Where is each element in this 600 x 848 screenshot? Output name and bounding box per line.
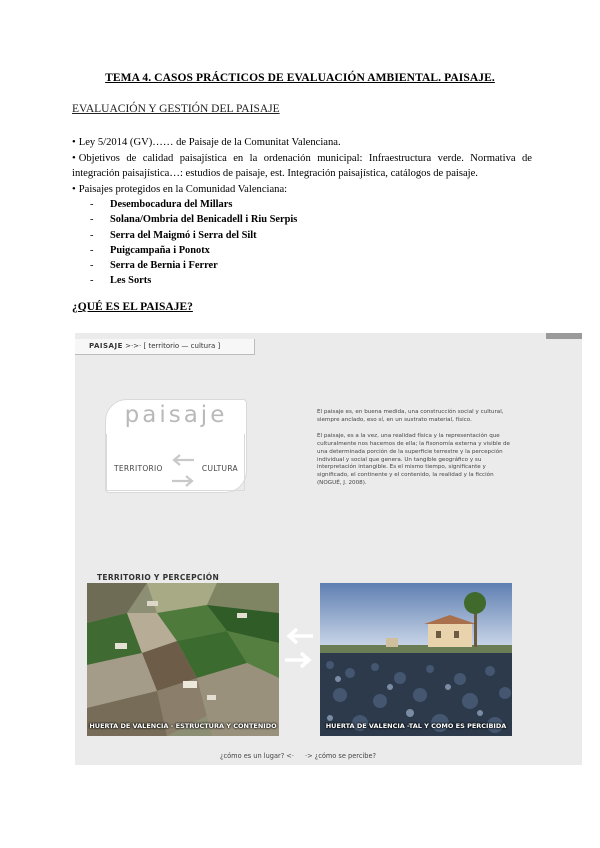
concept-territorio: TERRITORIO — [114, 464, 163, 473]
protected-landscapes-list — [72, 197, 532, 289]
bullet-icon: • — [72, 137, 76, 148]
photos-label: TERRITORIO Y PERCEPCIÓN — [97, 573, 220, 582]
list-item: - Serra del Maigmó i Serra del Silt — [90, 228, 532, 243]
list-item: - Solana/Ombria del Benicadell i Riu Serpis — [90, 212, 532, 227]
list-item: - Desembocadura del Millars — [90, 197, 532, 212]
bullet-objectives — [72, 151, 532, 182]
bullet-icon: • — [72, 183, 76, 195]
figure-tab — [75, 339, 255, 355]
bidirectional-arrows-icon — [170, 454, 196, 488]
figure-paragraph: El paisaje, es a la vez, una realidad física y la representación que culturalmente nos hacemos de ella; la fisonomía externa y visible de una determinada porción de la superficie terrestre y la percepción individual y social que genera. Un tangible geográfico y su interpretación intangible. Es el mismo tiempo, significante y significado, el continente y el contenido, la realidad y la ficción (NOGUÉ, J. 2008). — [317, 432, 510, 487]
bullet-text: Ley 5/2014 (GV)…… de Paisaje de la Comunitat Valenciana. — [78, 137, 341, 148]
list-item: - Puigcampaña i Ponotx — [90, 243, 532, 258]
figure-tab-strong: PAISAJE — [89, 342, 123, 350]
concept-word: paisaje — [124, 402, 228, 428]
section-heading: EVALUACIÓN Y GESTIÓN DEL PAISAJE — [72, 103, 280, 115]
concept-diagram — [105, 399, 247, 493]
photo-huerta-perceived — [320, 583, 512, 736]
figure-tab-rest: >·>· [ territorio — cultura ] — [122, 342, 221, 350]
bullet-protected — [72, 182, 532, 198]
bullet-list — [72, 135, 532, 289]
landscape-figure — [75, 333, 582, 765]
photo-right-caption: HUERTA DE VALENCIA -TAL Y COMO ES PERCIBIDA — [325, 722, 507, 730]
figure-paragraph: El paisaje es, en buena medida, una construcción social y cultural, siempre anclado, eso sí, en un sustrato material, físico. — [317, 409, 504, 423]
document-title: TEMA 4. CASOS PRÁCTICOS DE EVALUACIÓN AMBIENTAL. PAISAJE. — [105, 72, 495, 84]
figure-description — [317, 409, 513, 496]
concept-cultura: CULTURA — [201, 464, 238, 473]
photo-left-caption: HUERTA DE VALENCIA - ESTRUCTURA Y CONTENIDO — [89, 722, 277, 730]
bullet-icon: • — [72, 152, 76, 164]
farmhouse-fields-image — [320, 583, 512, 736]
figure-corner-bar — [546, 333, 582, 339]
photo-huerta-aerial — [87, 583, 279, 736]
question-how-perceived: ·> ¿cómo se percibe? — [305, 752, 377, 760]
bullet-text: Paisajes protegidos en la Comunidad Valenciana: — [78, 183, 288, 195]
question-how-is-place: ¿cómo es un lugar? <· — [220, 752, 294, 760]
list-item: - Les Sorts — [90, 273, 532, 288]
bullet-law — [72, 135, 532, 151]
bullet-text: Objetivos de calidad paisajística en la ordenación municipal: Infraestructura verde. Normativa de integración paisajística…: estudios de paisaje, est. Integración paisajística, catálogos de paisaje. — [72, 152, 532, 179]
question-heading: ¿QUÉ ES EL PAISAJE? — [72, 301, 193, 313]
aerial-fields-image — [87, 583, 279, 736]
bidirectional-arrows-icon — [283, 628, 315, 670]
list-item: - Serra de Bernia i Ferrer — [90, 258, 532, 273]
